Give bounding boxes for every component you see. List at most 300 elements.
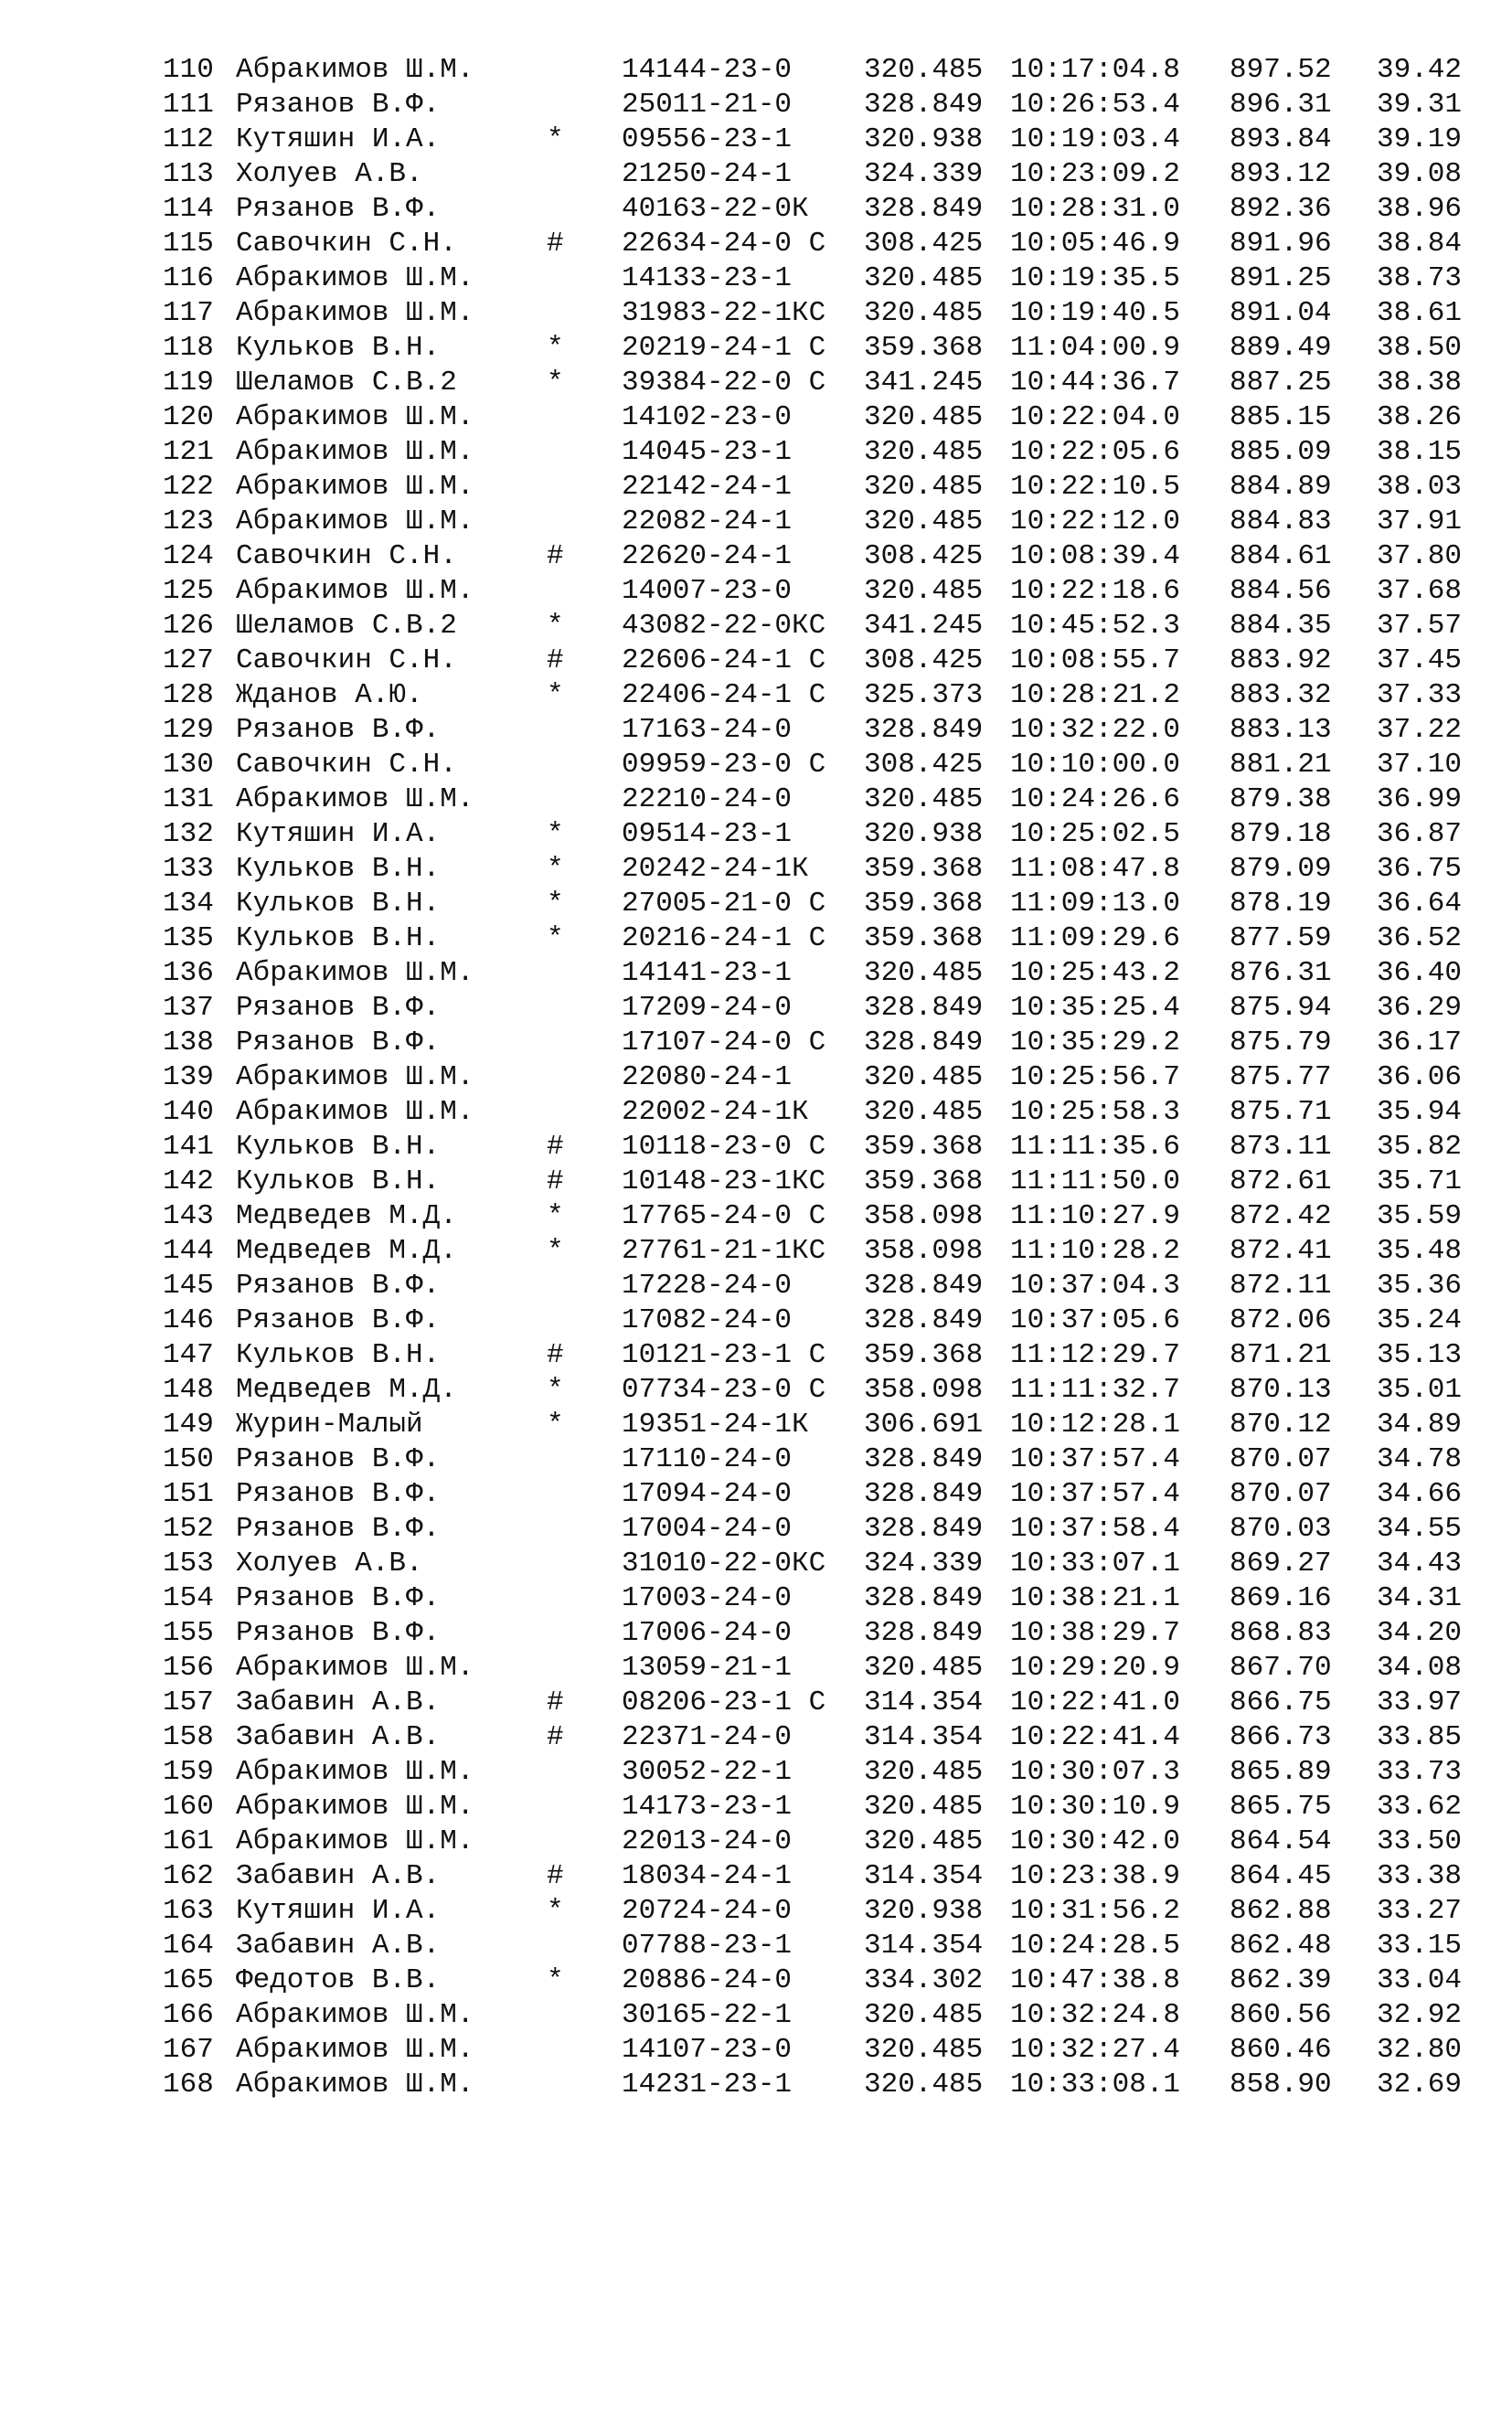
arrival-time-cell: 10:22:10.5 bbox=[1010, 471, 1181, 503]
points-cell: 37.22 bbox=[1377, 714, 1463, 746]
speed-cell: 868.83 bbox=[1230, 1617, 1332, 1649]
table-row bbox=[0, 1026, 1512, 1060]
arrival-time-cell: 10:19:40.5 bbox=[1010, 297, 1181, 329]
table-row bbox=[0, 1303, 1512, 1338]
ring-number-cell: 22082-24-1 bbox=[622, 505, 793, 537]
table-row bbox=[0, 1963, 1512, 1998]
ring-number-cell: 20242-24-1К bbox=[622, 853, 809, 885]
table-row bbox=[0, 1095, 1512, 1130]
table-row bbox=[0, 1686, 1512, 1720]
arrival-time-cell: 10:24:26.6 bbox=[1010, 783, 1181, 815]
speed-cell: 872.41 bbox=[1230, 1235, 1332, 1267]
place-cell: 153 bbox=[163, 1548, 214, 1580]
fancier-name-cell: Кутяшин И.А. bbox=[236, 818, 441, 850]
fancier-name-cell: Забавин А.В. bbox=[236, 1721, 441, 1753]
fancier-name-cell: Абракимов Ш.М. bbox=[236, 2069, 474, 2101]
table-row bbox=[0, 1929, 1512, 1963]
distance-cell: 359.368 bbox=[864, 888, 984, 920]
ring-number-cell: 39384-22-0 С bbox=[622, 367, 826, 399]
ring-number-cell: 17163-24-0 bbox=[622, 714, 793, 746]
arrival-time-cell: 10:32:22.0 bbox=[1010, 714, 1181, 746]
points-cell: 39.08 bbox=[1377, 158, 1463, 190]
place-cell: 141 bbox=[163, 1131, 214, 1163]
speed-cell: 893.84 bbox=[1230, 123, 1332, 155]
ring-number-cell: 21250-24-1 bbox=[622, 158, 793, 190]
speed-cell: 875.79 bbox=[1230, 1027, 1332, 1059]
distance-cell: 358.098 bbox=[864, 1235, 984, 1267]
place-cell: 136 bbox=[163, 957, 214, 989]
speed-cell: 875.77 bbox=[1230, 1061, 1332, 1093]
place-cell: 151 bbox=[163, 1478, 214, 1510]
arrival-time-cell: 10:33:07.1 bbox=[1010, 1548, 1181, 1580]
fancier-name-cell: Абракимов Ш.М. bbox=[236, 401, 474, 433]
fancier-name-cell: Абракимов Ш.М. bbox=[236, 436, 474, 468]
ring-number-cell: 14173-23-1 bbox=[622, 1791, 793, 1823]
place-cell: 114 bbox=[163, 193, 214, 225]
table-row bbox=[0, 817, 1512, 852]
speed-cell: 891.96 bbox=[1230, 228, 1332, 260]
distance-cell: 306.691 bbox=[864, 1409, 984, 1441]
table-row bbox=[0, 1512, 1512, 1547]
arrival-time-cell: 10:08:55.7 bbox=[1010, 644, 1181, 676]
table-row bbox=[0, 2033, 1512, 2068]
points-cell: 37.91 bbox=[1377, 505, 1463, 537]
points-cell: 34.78 bbox=[1377, 1443, 1463, 1475]
ring-number-cell: 25011-21-0 bbox=[622, 89, 793, 121]
distance-cell: 320.938 bbox=[864, 123, 984, 155]
place-cell: 112 bbox=[163, 123, 214, 155]
place-cell: 118 bbox=[163, 332, 214, 364]
distance-cell: 308.425 bbox=[864, 749, 984, 781]
distance-cell: 320.485 bbox=[864, 783, 984, 815]
place-cell: 111 bbox=[163, 89, 214, 121]
distance-cell: 320.485 bbox=[864, 505, 984, 537]
table-row bbox=[0, 366, 1512, 400]
speed-cell: 870.13 bbox=[1230, 1374, 1332, 1406]
place-cell: 143 bbox=[163, 1200, 214, 1232]
table-row bbox=[0, 157, 1512, 192]
fancier-name-cell: Холуев А.В. bbox=[236, 158, 423, 190]
speed-cell: 864.45 bbox=[1230, 1860, 1332, 1892]
table-row bbox=[0, 539, 1512, 574]
ring-number-cell: 17082-24-0 bbox=[622, 1304, 793, 1336]
fancier-name-cell: Савочкин С.Н. bbox=[236, 228, 457, 260]
ring-number-cell: 17228-24-0 bbox=[622, 1270, 793, 1302]
arrival-time-cell: 11:12:29.7 bbox=[1010, 1339, 1181, 1371]
ring-number-cell: 09556-23-1 bbox=[622, 123, 793, 155]
arrival-time-cell: 11:11:50.0 bbox=[1010, 1165, 1181, 1197]
speed-cell: 872.11 bbox=[1230, 1270, 1332, 1302]
speed-cell: 860.46 bbox=[1230, 2034, 1332, 2066]
place-cell: 110 bbox=[163, 54, 214, 86]
fancier-name-cell: Абракимов Ш.М. bbox=[236, 1096, 474, 1128]
table-row bbox=[0, 956, 1512, 991]
speed-cell: 883.13 bbox=[1230, 714, 1332, 746]
arrival-time-cell: 10:25:56.7 bbox=[1010, 1061, 1181, 1093]
speed-cell: 875.71 bbox=[1230, 1096, 1332, 1128]
table-row bbox=[0, 1616, 1512, 1651]
arrival-time-cell: 10:22:41.4 bbox=[1010, 1721, 1181, 1753]
fancier-name-cell: Савочкин С.Н. bbox=[236, 540, 457, 572]
table-row bbox=[0, 88, 1512, 122]
points-cell: 38.38 bbox=[1377, 367, 1463, 399]
ring-number-cell: 10118-23-0 С bbox=[622, 1131, 826, 1163]
points-cell: 36.64 bbox=[1377, 888, 1463, 920]
arrival-time-cell: 10:22:41.0 bbox=[1010, 1686, 1181, 1718]
distance-cell: 328.849 bbox=[864, 193, 984, 225]
fancier-name-cell: Рязанов В.Ф. bbox=[236, 1582, 441, 1614]
table-row bbox=[0, 713, 1512, 748]
speed-cell: 869.27 bbox=[1230, 1548, 1332, 1580]
table-row bbox=[0, 1998, 1512, 2033]
speed-cell: 896.31 bbox=[1230, 89, 1332, 121]
arrival-time-cell: 10:37:57.4 bbox=[1010, 1478, 1181, 1510]
place-cell: 120 bbox=[163, 401, 214, 433]
fancier-name-cell: Абракимов Ш.М. bbox=[236, 505, 474, 537]
speed-cell: 889.49 bbox=[1230, 332, 1332, 364]
table-row bbox=[0, 921, 1512, 956]
fancier-name-cell: Федотов В.В. bbox=[236, 1964, 441, 1996]
place-cell: 142 bbox=[163, 1165, 214, 1197]
ring-number-cell: 17110-24-0 bbox=[622, 1443, 793, 1475]
distance-cell: 328.849 bbox=[864, 992, 984, 1024]
distance-cell: 320.485 bbox=[864, 1096, 984, 1128]
ring-number-cell: 22634-24-0 С bbox=[622, 228, 826, 260]
points-cell: 36.52 bbox=[1377, 922, 1463, 954]
mark-cell: # bbox=[547, 1860, 564, 1892]
arrival-time-cell: 10:24:28.5 bbox=[1010, 1930, 1181, 1962]
fancier-name-cell: Абракимов Ш.М. bbox=[236, 1061, 474, 1093]
speed-cell: 860.56 bbox=[1230, 1999, 1332, 2031]
distance-cell: 320.485 bbox=[864, 2069, 984, 2101]
ring-number-cell: 17765-24-0 С bbox=[622, 1200, 826, 1232]
place-cell: 128 bbox=[163, 679, 214, 711]
table-row bbox=[0, 887, 1512, 921]
distance-cell: 328.849 bbox=[864, 89, 984, 121]
speed-cell: 897.52 bbox=[1230, 54, 1332, 86]
points-cell: 35.13 bbox=[1377, 1339, 1463, 1371]
distance-cell: 328.849 bbox=[864, 1443, 984, 1475]
arrival-time-cell: 11:08:47.8 bbox=[1010, 853, 1181, 885]
speed-cell: 891.04 bbox=[1230, 297, 1332, 329]
arrival-time-cell: 10:26:53.4 bbox=[1010, 89, 1181, 121]
arrival-time-cell: 10:29:20.9 bbox=[1010, 1652, 1181, 1684]
fancier-name-cell: Холуев А.В. bbox=[236, 1548, 423, 1580]
place-cell: 159 bbox=[163, 1756, 214, 1788]
points-cell: 39.31 bbox=[1377, 89, 1463, 121]
arrival-time-cell: 10:25:02.5 bbox=[1010, 818, 1181, 850]
arrival-time-cell: 10:25:58.3 bbox=[1010, 1096, 1181, 1128]
place-cell: 137 bbox=[163, 992, 214, 1024]
table-row bbox=[0, 1651, 1512, 1686]
distance-cell: 328.849 bbox=[864, 1270, 984, 1302]
speed-cell: 884.83 bbox=[1230, 505, 1332, 537]
distance-cell: 328.849 bbox=[864, 1304, 984, 1336]
fancier-name-cell: Абракимов Ш.М. bbox=[236, 575, 474, 607]
ring-number-cell: 18034-24-1 bbox=[622, 1860, 793, 1892]
points-cell: 34.55 bbox=[1377, 1513, 1463, 1545]
points-cell: 34.20 bbox=[1377, 1617, 1463, 1649]
speed-cell: 871.21 bbox=[1230, 1339, 1332, 1371]
table-row bbox=[0, 1477, 1512, 1512]
distance-cell: 334.302 bbox=[864, 1964, 984, 1996]
ring-number-cell: 22080-24-1 bbox=[622, 1061, 793, 1093]
distance-cell: 324.339 bbox=[864, 158, 984, 190]
fancier-name-cell: Медведев М.Д. bbox=[236, 1235, 457, 1267]
arrival-time-cell: 10:38:29.7 bbox=[1010, 1617, 1181, 1649]
ring-number-cell: 17209-24-0 bbox=[622, 992, 793, 1024]
table-row bbox=[0, 400, 1512, 435]
points-cell: 35.94 bbox=[1377, 1096, 1463, 1128]
distance-cell: 359.368 bbox=[864, 1165, 984, 1197]
distance-cell: 328.849 bbox=[864, 1617, 984, 1649]
table-row bbox=[0, 1408, 1512, 1442]
fancier-name-cell: Абракимов Ш.М. bbox=[236, 54, 474, 86]
points-cell: 32.69 bbox=[1377, 2069, 1463, 2101]
ring-number-cell: 13059-21-1 bbox=[622, 1652, 793, 1684]
fancier-name-cell: Абракимов Ш.М. bbox=[236, 2034, 474, 2066]
distance-cell: 308.425 bbox=[864, 228, 984, 260]
points-cell: 36.29 bbox=[1377, 992, 1463, 1024]
speed-cell: 877.59 bbox=[1230, 922, 1332, 954]
distance-cell: 314.354 bbox=[864, 1686, 984, 1718]
fancier-name-cell: Забавин А.В. bbox=[236, 1686, 441, 1718]
points-cell: 35.36 bbox=[1377, 1270, 1463, 1302]
speed-cell: 879.09 bbox=[1230, 853, 1332, 885]
place-cell: 133 bbox=[163, 853, 214, 885]
place-cell: 146 bbox=[163, 1304, 214, 1336]
arrival-time-cell: 10:35:29.2 bbox=[1010, 1027, 1181, 1059]
distance-cell: 328.849 bbox=[864, 1027, 984, 1059]
arrival-time-cell: 10:22:05.6 bbox=[1010, 436, 1181, 468]
ring-number-cell: 22002-24-1К bbox=[622, 1096, 809, 1128]
fancier-name-cell: Кульков В.Н. bbox=[236, 332, 441, 364]
speed-cell: 872.61 bbox=[1230, 1165, 1332, 1197]
speed-cell: 865.75 bbox=[1230, 1791, 1332, 1823]
speed-cell: 884.35 bbox=[1230, 610, 1332, 642]
fancier-name-cell: Рязанов В.Ф. bbox=[236, 1513, 441, 1545]
points-cell: 38.73 bbox=[1377, 262, 1463, 294]
place-cell: 123 bbox=[163, 505, 214, 537]
place-cell: 125 bbox=[163, 575, 214, 607]
points-cell: 34.08 bbox=[1377, 1652, 1463, 1684]
distance-cell: 359.368 bbox=[864, 1131, 984, 1163]
points-cell: 38.96 bbox=[1377, 193, 1463, 225]
ring-number-cell: 07788-23-1 bbox=[622, 1930, 793, 1962]
table-row bbox=[0, 609, 1512, 644]
fancier-name-cell: Рязанов В.Ф. bbox=[236, 714, 441, 746]
place-cell: 149 bbox=[163, 1409, 214, 1441]
points-cell: 34.66 bbox=[1377, 1478, 1463, 1510]
speed-cell: 881.21 bbox=[1230, 749, 1332, 781]
ring-number-cell: 14144-23-0 bbox=[622, 54, 793, 86]
place-cell: 117 bbox=[163, 297, 214, 329]
distance-cell: 320.485 bbox=[864, 1061, 984, 1093]
ring-number-cell: 22013-24-0 bbox=[622, 1825, 793, 1857]
mark-cell: * bbox=[547, 1409, 564, 1441]
ring-number-cell: 14102-23-0 bbox=[622, 401, 793, 433]
place-cell: 162 bbox=[163, 1860, 214, 1892]
speed-cell: 862.48 bbox=[1230, 1930, 1332, 1962]
place-cell: 131 bbox=[163, 783, 214, 815]
ring-number-cell: 27005-21-0 С bbox=[622, 888, 826, 920]
table-row bbox=[0, 1790, 1512, 1825]
arrival-time-cell: 10:28:21.2 bbox=[1010, 679, 1181, 711]
fancier-name-cell: Абракимов Ш.М. bbox=[236, 471, 474, 503]
arrival-time-cell: 11:10:28.2 bbox=[1010, 1235, 1181, 1267]
ring-number-cell: 14141-23-1 bbox=[622, 957, 793, 989]
distance-cell: 320.938 bbox=[864, 818, 984, 850]
mark-cell: * bbox=[547, 679, 564, 711]
ring-number-cell: 10121-23-1 С bbox=[622, 1339, 826, 1371]
place-cell: 121 bbox=[163, 436, 214, 468]
distance-cell: 320.485 bbox=[864, 1791, 984, 1823]
arrival-time-cell: 10:23:09.2 bbox=[1010, 158, 1181, 190]
table-row bbox=[0, 53, 1512, 88]
place-cell: 140 bbox=[163, 1096, 214, 1128]
arrival-time-cell: 10:32:24.8 bbox=[1010, 1999, 1181, 2031]
arrival-time-cell: 10:45:52.3 bbox=[1010, 610, 1181, 642]
distance-cell: 320.485 bbox=[864, 957, 984, 989]
points-cell: 38.50 bbox=[1377, 332, 1463, 364]
table-row bbox=[0, 296, 1512, 331]
speed-cell: 883.32 bbox=[1230, 679, 1332, 711]
fancier-name-cell: Рязанов В.Ф. bbox=[236, 1270, 441, 1302]
fancier-name-cell: Забавин А.В. bbox=[236, 1930, 441, 1962]
table-row bbox=[0, 1894, 1512, 1929]
mark-cell: # bbox=[547, 1686, 564, 1718]
arrival-time-cell: 11:11:35.6 bbox=[1010, 1131, 1181, 1163]
distance-cell: 328.849 bbox=[864, 714, 984, 746]
arrival-time-cell: 10:28:31.0 bbox=[1010, 193, 1181, 225]
points-cell: 36.17 bbox=[1377, 1027, 1463, 1059]
ring-number-cell: 30165-22-1 bbox=[622, 1999, 793, 2031]
ring-number-cell: 20216-24-1 С bbox=[622, 922, 826, 954]
ring-number-cell: 22210-24-0 bbox=[622, 783, 793, 815]
arrival-time-cell: 10:19:35.5 bbox=[1010, 262, 1181, 294]
distance-cell: 314.354 bbox=[864, 1860, 984, 1892]
points-cell: 35.59 bbox=[1377, 1200, 1463, 1232]
points-cell: 38.84 bbox=[1377, 228, 1463, 260]
distance-cell: 359.368 bbox=[864, 332, 984, 364]
place-cell: 163 bbox=[163, 1895, 214, 1927]
distance-cell: 325.373 bbox=[864, 679, 984, 711]
mark-cell: # bbox=[547, 1131, 564, 1163]
points-cell: 32.80 bbox=[1377, 2034, 1463, 2066]
distance-cell: 358.098 bbox=[864, 1200, 984, 1232]
table-row bbox=[0, 782, 1512, 817]
points-cell: 33.73 bbox=[1377, 1756, 1463, 1788]
distance-cell: 314.354 bbox=[864, 1930, 984, 1962]
speed-cell: 879.18 bbox=[1230, 818, 1332, 850]
place-cell: 155 bbox=[163, 1617, 214, 1649]
fancier-name-cell: Абракимов Ш.М. bbox=[236, 1756, 474, 1788]
arrival-time-cell: 10:47:38.8 bbox=[1010, 1964, 1181, 1996]
speed-cell: 870.07 bbox=[1230, 1478, 1332, 1510]
results-table bbox=[0, 53, 1512, 2102]
place-cell: 134 bbox=[163, 888, 214, 920]
place-cell: 160 bbox=[163, 1791, 214, 1823]
speed-cell: 892.36 bbox=[1230, 193, 1332, 225]
ring-number-cell: 40163-22-0К bbox=[622, 193, 809, 225]
distance-cell: 324.339 bbox=[864, 1548, 984, 1580]
fancier-name-cell: Рязанов В.Ф. bbox=[236, 1304, 441, 1336]
speed-cell: 884.89 bbox=[1230, 471, 1332, 503]
ring-number-cell: 17006-24-0 bbox=[622, 1617, 793, 1649]
arrival-time-cell: 10:35:25.4 bbox=[1010, 992, 1181, 1024]
distance-cell: 320.485 bbox=[864, 471, 984, 503]
distance-cell: 320.485 bbox=[864, 575, 984, 607]
place-cell: 139 bbox=[163, 1061, 214, 1093]
speed-cell: 891.25 bbox=[1230, 262, 1332, 294]
points-cell: 35.24 bbox=[1377, 1304, 1463, 1336]
distance-cell: 320.485 bbox=[864, 54, 984, 86]
ring-number-cell: 20886-24-0 bbox=[622, 1964, 793, 1996]
table-row bbox=[0, 435, 1512, 470]
points-cell: 39.42 bbox=[1377, 54, 1463, 86]
distance-cell: 358.098 bbox=[864, 1374, 984, 1406]
mark-cell: # bbox=[547, 1165, 564, 1197]
mark-cell: * bbox=[547, 332, 564, 364]
fancier-name-cell: Рязанов В.Ф. bbox=[236, 1617, 441, 1649]
distance-cell: 328.849 bbox=[864, 1478, 984, 1510]
points-cell: 37.33 bbox=[1377, 679, 1463, 711]
table-row bbox=[0, 1755, 1512, 1790]
place-cell: 130 bbox=[163, 749, 214, 781]
mark-cell: * bbox=[547, 818, 564, 850]
mark-cell: * bbox=[547, 853, 564, 885]
points-cell: 33.04 bbox=[1377, 1964, 1463, 1996]
distance-cell: 359.368 bbox=[864, 1339, 984, 1371]
points-cell: 33.85 bbox=[1377, 1721, 1463, 1753]
speed-cell: 864.54 bbox=[1230, 1825, 1332, 1857]
fancier-name-cell: Жданов А.Ю. bbox=[236, 679, 423, 711]
fancier-name-cell: Рязанов В.Ф. bbox=[236, 1478, 441, 1510]
place-cell: 129 bbox=[163, 714, 214, 746]
speed-cell: 878.19 bbox=[1230, 888, 1332, 920]
table-row bbox=[0, 227, 1512, 261]
ring-number-cell: 20219-24-1 С bbox=[622, 332, 826, 364]
speed-cell: 858.90 bbox=[1230, 2069, 1332, 2101]
points-cell: 37.57 bbox=[1377, 610, 1463, 642]
arrival-time-cell: 10:25:43.2 bbox=[1010, 957, 1181, 989]
points-cell: 39.19 bbox=[1377, 123, 1463, 155]
table-row bbox=[0, 1825, 1512, 1859]
speed-cell: 872.06 bbox=[1230, 1304, 1332, 1336]
ring-number-cell: 14107-23-0 bbox=[622, 2034, 793, 2066]
place-cell: 116 bbox=[163, 262, 214, 294]
speed-cell: 872.42 bbox=[1230, 1200, 1332, 1232]
place-cell: 147 bbox=[163, 1339, 214, 1371]
distance-cell: 341.245 bbox=[864, 367, 984, 399]
distance-cell: 320.485 bbox=[864, 401, 984, 433]
table-row bbox=[0, 1338, 1512, 1373]
arrival-time-cell: 10:30:10.9 bbox=[1010, 1791, 1181, 1823]
place-cell: 145 bbox=[163, 1270, 214, 1302]
fancier-name-cell: Рязанов В.Ф. bbox=[236, 1443, 441, 1475]
mark-cell: # bbox=[547, 540, 564, 572]
arrival-time-cell: 10:38:21.1 bbox=[1010, 1582, 1181, 1614]
ring-number-cell: 30052-22-1 bbox=[622, 1756, 793, 1788]
ring-number-cell: 14045-23-1 bbox=[622, 436, 793, 468]
points-cell: 35.71 bbox=[1377, 1165, 1463, 1197]
fancier-name-cell: Журин-Малый bbox=[236, 1409, 423, 1441]
place-cell: 126 bbox=[163, 610, 214, 642]
table-row bbox=[0, 644, 1512, 678]
ring-number-cell: 22620-24-1 bbox=[622, 540, 793, 572]
place-cell: 124 bbox=[163, 540, 214, 572]
arrival-time-cell: 10:10:00.0 bbox=[1010, 749, 1181, 781]
